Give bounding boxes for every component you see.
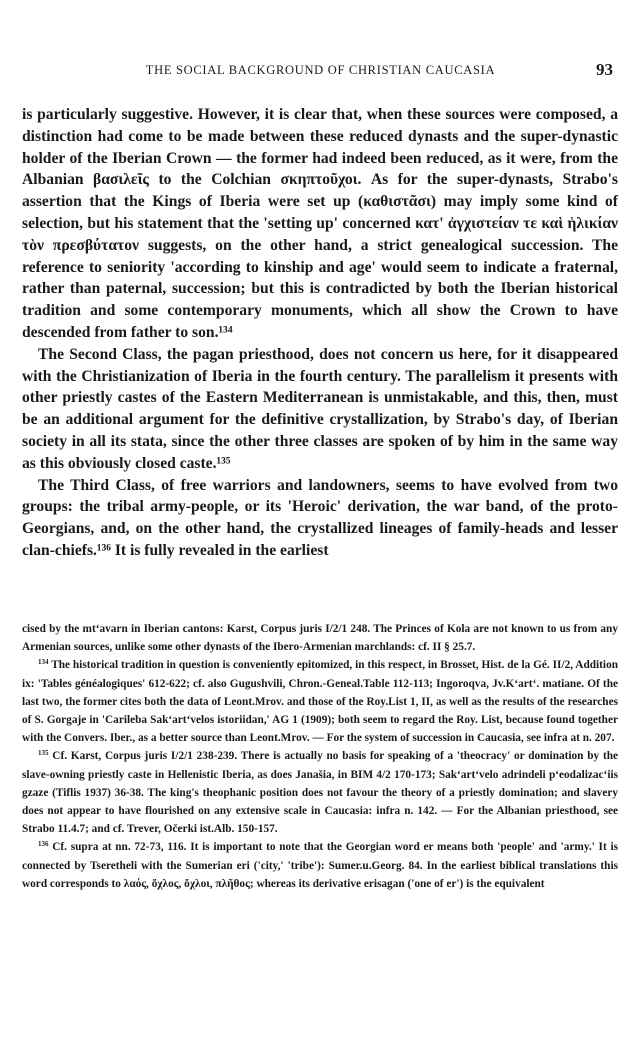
footnote [22,656,618,747]
footnote-text: cised by the mtʻavarn in Iberian cantons: Karst, Corpus juris I/2/1 248. The Princes of Kola are not known to us from any Armenian sources, unlike some other dynasts of the Ibero-Armenian marchlands: cf. II § 25.7. [22,623,618,654]
footnote-text: The historical tradition in question is conveniently epitomized, in this respect, in Brosset, Hist. de la Gé. II/2, Addition ix: 'Tables généalogiques' 612-622; cf. also Gugushvili, Chron.-Geneal.Table 112-113; Ingoroqva, Jv.Kʻartʻ. matiane. Of the last two, the former cites both the data of Leont.Mrov. and those of the Roy.List 1, II, as well as the results of the researches of S. Gorgaje in 'Carileba Sakʻartʻvelos istoriidan,' AG 1 (1909); both seem to regard the Roy. List, because found together with the Convers. Iber., as a better source than Leont.Mrov. — For the system of succession in Caucasia, see infra at n. 207. [22,659,618,745]
paragraph: The Second Class, the pagan priesthood, does not concern us here, for it disappeared with the Christianization of Iberia in the fourth century. The parallelism it presents with other priestly castes of the Eastern Mediterranean is unmistakable, and this, then, must be an additional argument for the definitive crystallization, by Strabo's day, of Iberian society in all its stata, since the other three classes are spoken of by him in the same way as this obviously closed caste.¹³⁵ [22,345,618,472]
footnote-number: 135 [38,749,49,758]
paragraph: The Third Class, of free warriors and landowners, seems to have evolved from two groups: the tribal army-people, or its 'Heroic' derivation, the war band, of the proto-Georgians, and, on the other hand, the crystallized lineages of family-heads and lesser clan-chiefs.¹³⁶ It is fully revealed in the earliest [22,476,618,559]
footnote-continued [22,620,618,656]
running-title: THE SOCIAL BACKGROUND OF CHRISTIAN CAUCASIA [145,63,496,77]
page-number: 93 [596,60,613,79]
footnote [22,838,618,893]
footnote-text: Cf. Karst, Corpus juris I/2/1 238-239. There is actually no basis for speaking of a 'theocracy' or domination by the slave-owning priestly caste in Hellenistic Iberia, as does Janašia, in BIM 4/2 170-173; Sakʻartʻvelo adrindeli pʻeodalizacʻiis gzaze (Tiflis 1937) 36-38. The king's theophanic position does not favour the theory of a priestly domination; and slavery does not appear to have flourished on any extensive scale in Caucasia: infra n. 142. — For the Albanian priesthood, see Strabo 11.4.7; and cf. Trever, Očerki ist.Alb. 150-157. [22,750,618,836]
footnote-text: Cf. supra at nn. 72-73, 116. It is important to note that the Georgian word er means both 'people' and 'army.' It is connected by Tseretheli with the Sumerian eri ('city,' 'tribe'): Sumer.u.Georg. 84. In the earliest biblical translations this word corresponds to λαός, ὄχλος, ὄχλοι, πλῆθος; whereas its derivative erisagan ('one of er') is the equivalent [22,841,618,890]
footnote-number: 136 [38,840,49,849]
footnote-number: 134 [38,658,49,667]
footnotes [22,620,618,893]
paragraph: is particularly suggestive. However, it is clear that, when these sources were composed, a distinction had come to be made between these reduced dynasts and the super-dynastic holder of the Iberian Crown — the former had indeed been reduced, as it were, from the Albanian βασιλεῖς to the Colchian σκηπτοῦχοι. As for the super-dynasts, Strabo's assertion that the Kings of Iberia were set up (καθιστᾶσι) may imply some kind of selection, but his statement that the 'setting up' concerned κατ' ἀγχιστείαν τε καὶ ἡλικίαν τὸν πρεσβύτατον suggests, on the other hand, a strict genealogical succession. The reference to seniority 'according to kinship and age' would seem to indicate a fraternal, rather than paternal, succession; but this is contradicted by both the Iberian historical tradition and some contemporary monuments, which all show the Crown to have descended from father to son.¹³⁴ [22,106,618,341]
running-head [22,60,619,82]
footnote [22,747,618,838]
main-text [22,104,618,562]
